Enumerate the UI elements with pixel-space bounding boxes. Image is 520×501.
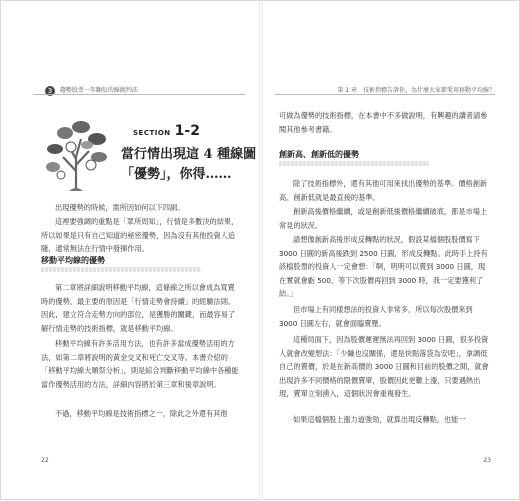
left-page [1, 1, 261, 501]
section-number: 1-2 [174, 123, 200, 139]
right-paragraph: 可做為優勢的技術指標，在本書中不多做說明，有興趣的讀者請參閱其他參考書籍。 [279, 111, 488, 134]
left-paragraph: 出現優勢的時候，需所因如何以下四副。 [55, 203, 185, 212]
left-paragraph: 第二章將詳細說明移動平均線，這條線之所以會成為買賣時的優勢，最主要的原因是「行情走勢會持續」的經驗法則。因此，建立符合走勢方向的部位，是獲勝的關鍵，而最容易了解行情走勢的技術指標，就是移動平均線。 [41, 283, 236, 333]
right-paragraph: 這種局面下，因為股價遲遲無法再回到 3000 日圓，很多投資人就會改變想法：「少賺也沒關係，還是快點落袋為安吧」，拿調低自己的賣價，於是在新高價的 3000 日圓和目前的股價之間，就會出現許多不同價格的限價賣單，股價因此更難上漲，只要遇熱出現，賣單立刻湧入，這個狀況會重複發生。 [279, 335, 489, 399]
left-paragraph: 不過，移動平均線是技術指標之一，除此之外還有其他 [55, 409, 228, 418]
left-page-number: 22 [41, 457, 49, 464]
right-paragraph: 請想像創新高後形成反轉點的狀況，假設某檔個股股價寫下 3000 日圓的新高後跌到 2500 日圓，形成反轉點。此時手上持有該檔股票的投資人一定會想：「啊，明明可以賣到 3000 日圓，現在實就會虧 500。等下次股價再回到 3000 時，我一定要獲利了結。」 [279, 235, 488, 299]
left-paragraph: 移動平均線有許多活用方法，也有許多當成優勢活用的方法，如第二章將說明的黃金交叉和死亡交叉等。本書介紹的「移動平均線大順祭分析」，則是綜合判斷移動平均線中各種能當作優勢活用的方法，詳細內容將於第三章和後章說明。 [41, 339, 239, 389]
right-page-number: 23 [483, 457, 491, 464]
section-title-line1: 當行情出現這 4 種線圖 [121, 147, 257, 162]
right-paragraph: 但市場上有同樣想法的投資人非常多，所以每次股價來到 3000 日圓左右，就會面臨賣壓。 [279, 305, 473, 328]
heading-new-high-low: 創新高、創新低的優勢 [279, 150, 359, 159]
right-paragraph: 創新高後價格繼續，或是創新低後價格繼續破底，都是市場上常見的狀況。 [279, 207, 488, 230]
left-header-rule [33, 94, 245, 95]
left-paragraph: 這裡要強調的重點是「眾所周知」，行情是多數決的結果，所以如果是只有自己知道的秘密優勢，因為沒有其他投資人追隨，通常無法在行情中發揮作用。 [41, 217, 239, 254]
right-header-rule [275, 94, 495, 95]
right-paragraph: 如果這檔個股上漲力道強勁，就算出現反轉點，也能一 [293, 415, 466, 424]
right-page [261, 1, 520, 501]
section-title-line2: 「優勢」，你得…… [121, 167, 232, 182]
right-running-header: 第 1 章 技術指標告訴你，為什麼大家都愛用移動平均線？ [337, 87, 495, 94]
right-paragraph: 除了技術指標外，還有其他可用來找出優勢的基準。價格創新高、創新低就是最直接的基準。 [279, 179, 488, 202]
section-label-text: SECTION [133, 129, 171, 137]
left-header-text: 趨勢股票一年翻倍的線圖判法 [59, 87, 138, 94]
heading-underline [279, 161, 429, 166]
header-badge: 3 [45, 86, 55, 96]
money-tree-icon [41, 113, 111, 193]
heading-underline [41, 267, 201, 272]
section-label [133, 123, 200, 139]
heading-moving-average: 移動平均線的優勢 [41, 256, 105, 265]
